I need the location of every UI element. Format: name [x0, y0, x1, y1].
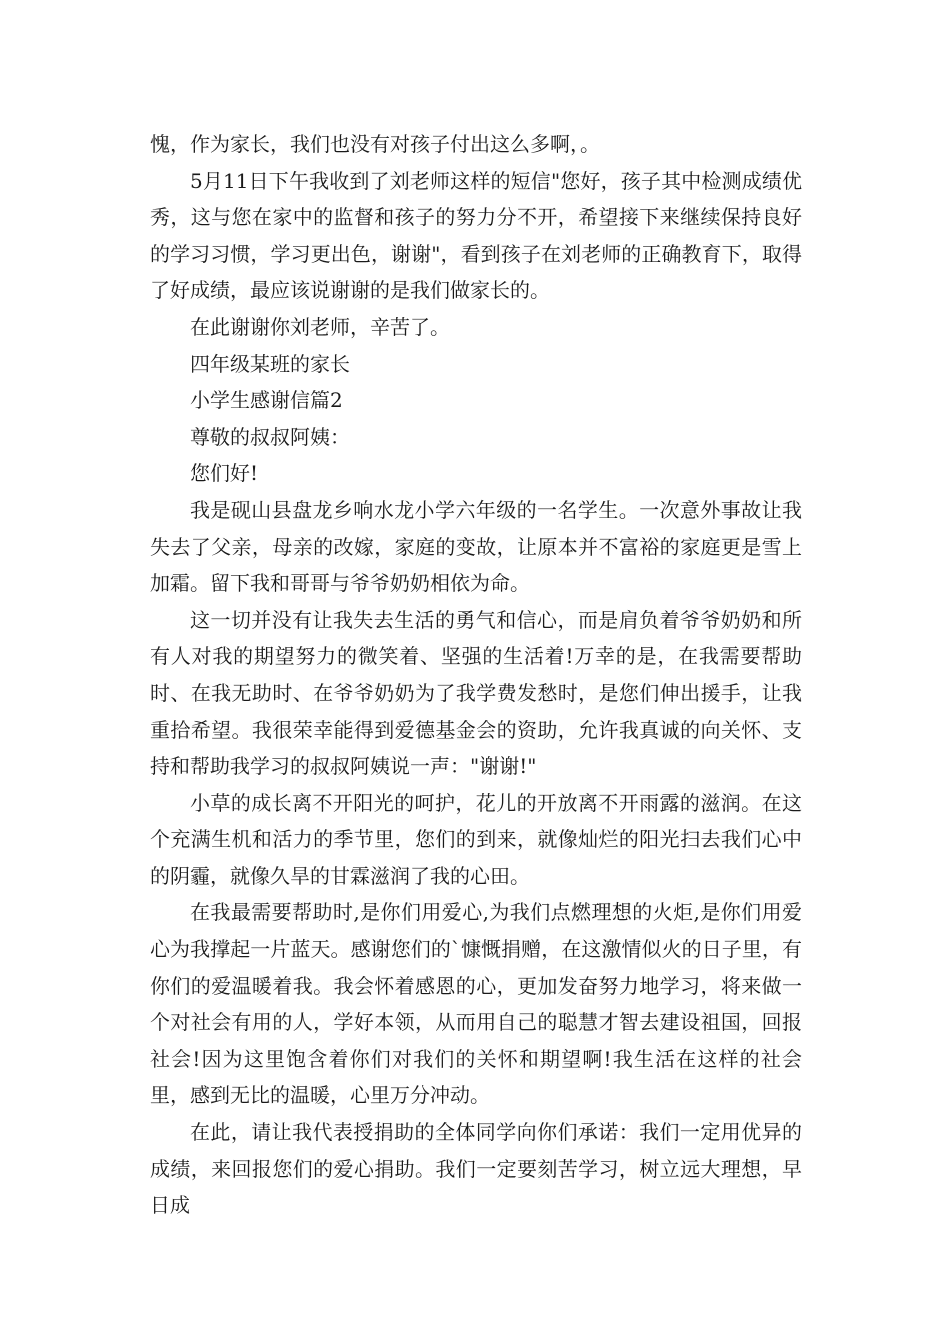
paragraph-2: 5月11日下午我收到了刘老师这样的短信"您好，孩子其中检测成绩优秀，这与您在家中的监督和孩子的努力分不开，希望接下来继续保持良好的学习习惯，学习更出色，谢谢"，看到孩子在刘老师的正确教育下，取得了好成绩，最应该说谢谢的是我们做家长的。 — [150, 168, 802, 303]
paragraph-1: 愧，作为家长，我们也没有对孩子付出这么多啊，。 — [150, 132, 600, 156]
letter-body — [150, 126, 802, 1224]
paragraph-12: 在此，请让我代表授捐助的全体同学向你们承诺：我们一定用优异的成绩，来回报您们的爱心捐助。我们一定要刻苦学习，树立远大理想，早日成 — [150, 1120, 802, 1218]
salutation: 尊敬的叔叔阿姨： — [190, 424, 350, 449]
section-title: 小学生感谢信篇2 — [190, 388, 343, 413]
greeting: 您们好! — [190, 461, 259, 486]
paragraph-11: 在我最需要帮助时,是你们用爱心,为我们点燃理想的火炬,是你们用爱心为我撑起一片蓝天。感谢您们的`慷慨捐赠，在这激情似火的日子里，有你们的爱温暖着我。我会怀着感恩的心，更加发奋努力地学习，将来做一个对社会有用的人，学好本领，从而用自己的聪慧才智去建设祖国，回报社会!因为这里饱含着你们对我们的关怀和期望啊!我生活在这样的社会里，感到无比的温暖，心里万分冲动。 — [150, 900, 802, 1108]
paragraph-9: 这一切并没有让我失去生活的勇气和信心，而是肩负着爷爷奶奶和所有人对我的期望努力的微笑着、坚强的生活着!万幸的是，在我需要帮助时、在我无助时、在爷爷奶奶为了我学费发愁时，是您们伸出援手，让我重拾希望。我很荣幸能得到爱德基金会的资助，允许我真诚的向关怀、支持和帮助我学习的叔叔阿姨说一声："谢谢!" — [150, 607, 802, 779]
paragraph-3: 在此谢谢你刘老师，辛苦了。 — [190, 314, 450, 339]
paragraph-10: 小草的成长离不开阳光的呵护，花儿的开放离不开雨露的滋润。在这个充满生机和活力的季节里，您们的到来，就像灿烂的阳光扫去我们心中的阴霾，就像久旱的甘霖滋润了我的心田。 — [150, 790, 802, 888]
paragraph-8: 我是砚山县盘龙乡响水龙小学六年级的一名学生。一次意外事故让我失去了父亲，母亲的改嫁，家庭的变故，让原本并不富裕的家庭更是雪上加霜。留下我和哥哥与爷爷奶奶相依为命。 — [150, 497, 802, 596]
signature-line: 四年级某班的家长 — [190, 351, 350, 376]
